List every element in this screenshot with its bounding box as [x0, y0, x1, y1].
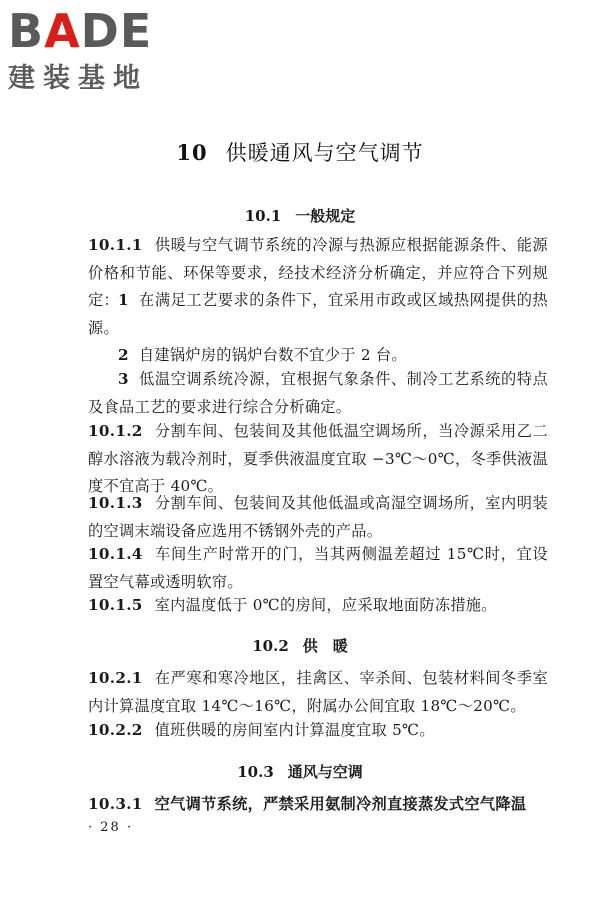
item-3: 3 低温空调系统冷源，宜根据气象条件、制冷工艺系统的特点及食品工艺的要求进行综合分析确定。	[88, 370, 548, 416]
clause-10-1-4: 10.1.4 车间生产时常开的门，当其两侧温差超过 15℃时，宜设置空气幕或透明软帘。	[88, 545, 548, 591]
section-heading-10-1: 10.1 一般规定	[244, 207, 356, 225]
section-heading-10-2: 10.2 供 暖	[252, 637, 348, 655]
clause-10-2-1: 10.2.1 在严寒和寒冷地区，挂禽区、宰杀间、包装材料间冬季室内计算温度宜取 14℃～16℃，附属办公间宜取 18℃～20℃。	[88, 669, 548, 715]
section-heading-10-3: 10.3 通风与空调	[237, 763, 363, 781]
logo-subtitle: 建装基地	[8, 63, 148, 94]
chapter-title	[0, 137, 600, 167]
clause-10-1-1: 10.1.1 供暖与空气调节系统的冷源与热源应根据能源条件、能源价格和节能、环保等要求，经技术经济分析确定，并应符合下列规定：	[88, 236, 548, 309]
clause-10-2-2: 10.2.2 值班供暖的房间室内计算温度宜取 5℃。	[88, 721, 435, 739]
logo-wordmark: BADE	[8, 4, 153, 58]
brand-logo	[8, 6, 178, 96]
chapter-heading: 供暖通风与空气调节	[225, 141, 424, 165]
item-1: 1 在满足工艺要求的条件下，宜采用市政或区域热网提供的热源。	[88, 291, 548, 337]
page-number: · 28 ·	[88, 820, 134, 835]
clause-10-3-1: 10.3.1 空气调节系统，严禁采用氨制冷剂直接蒸发式空气降温	[88, 795, 527, 813]
clause-10-1-2: 10.1.2 分割车间、包装间及其他低温空调场所，当冷源采用乙二醇水溶液为载冷剂时，夏季供液温度宜取 −3℃～0℃，冬季供液温度不宜高于 40℃。	[88, 422, 548, 495]
clause-10-1-3: 10.1.3 分割车间、包装间及其他低温或高湿空调场所，室内明装的空调末端设备应选用不锈钢外壳的产品。	[88, 494, 548, 540]
item-2: 2 自建锅炉房的锅炉台数不宜少于 2 台。	[118, 346, 407, 364]
clause-10-1-5: 10.1.5 室内温度低于 0℃的房间，应采取地面防冻措施。	[88, 596, 497, 614]
chapter-number: 10	[176, 140, 208, 165]
